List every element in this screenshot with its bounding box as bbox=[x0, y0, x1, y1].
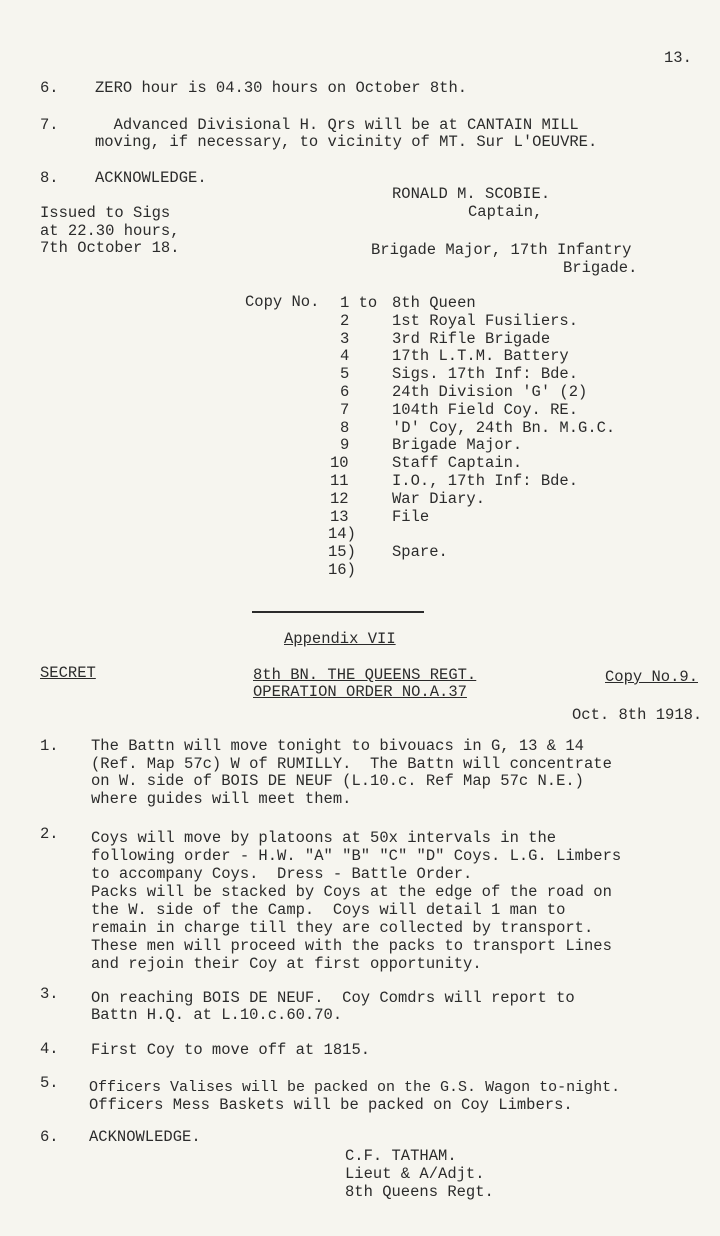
item-text: to accompany Coys. Dress - Battle Order. bbox=[91, 865, 473, 883]
copy-number: 2 bbox=[340, 311, 350, 330]
item-text: and rejoin their Coy at first opportunity. bbox=[91, 955, 482, 973]
copy-number: 16) bbox=[328, 560, 356, 579]
item-text: The Battn will move tonight to bivouacs in G, 13 & 14 bbox=[91, 737, 584, 755]
signatory-name: C.F. TATHAM. bbox=[345, 1147, 457, 1165]
page-number: 13. bbox=[664, 49, 692, 67]
copy-number: 8 bbox=[340, 418, 350, 437]
copy-number: 12 bbox=[330, 489, 349, 508]
copy-number: 13 bbox=[330, 507, 349, 526]
item-text: Battn H.Q. at L.10.c.60.70. bbox=[91, 1006, 343, 1024]
signatory-rank: Lieut & A/Adjt. bbox=[345, 1165, 485, 1183]
copy-destination: 104th Field Coy. RE. bbox=[392, 400, 579, 419]
copy-number: 10 bbox=[330, 454, 349, 473]
item-number: 4. bbox=[40, 1040, 59, 1058]
order-subtitle: OPERATION ORDER NO.A.37 bbox=[253, 683, 467, 701]
item-number: 5. bbox=[40, 1074, 59, 1092]
order-date: Oct. 8th 1918. bbox=[572, 706, 703, 724]
item-text: following order - H.W. "A" "B" "C" "D" Coys. L.G. Limbers bbox=[91, 847, 622, 865]
copy-number: 11 bbox=[330, 471, 349, 490]
copy-number: 6 bbox=[340, 382, 350, 401]
item-text: Advanced Divisional H. Qrs will be at CANTAIN MILL bbox=[95, 116, 579, 134]
item-text: the W. side of the Camp. Coys will detail 1 man to bbox=[91, 901, 566, 919]
copy-destination: 3rd Rifle Brigade bbox=[392, 329, 551, 348]
item-text: These men will proceed with the packs to transport Lines bbox=[91, 937, 612, 955]
order-title: 8th BN. THE QUEENS REGT. bbox=[253, 666, 477, 684]
copy-destination: 17th L.T.M. Battery bbox=[392, 347, 569, 366]
copy-destination: 24th Division 'G' (2) bbox=[392, 382, 588, 401]
secret-label: SECRET bbox=[40, 664, 96, 682]
item-number: 3. bbox=[40, 985, 59, 1003]
item-text: (Ref. Map 57c) W of RUMILLY. The Battn will concentrate bbox=[91, 754, 612, 773]
item-number: 8. bbox=[40, 169, 59, 187]
copy-header: Copy No. bbox=[245, 293, 320, 311]
copy-number: 9 bbox=[340, 436, 350, 455]
appendix-title: Appendix VII bbox=[284, 630, 396, 648]
copy-destination: War Diary. bbox=[392, 489, 486, 508]
item-number: 6. bbox=[40, 79, 59, 97]
item-number: 2. bbox=[40, 825, 59, 843]
issued-line: 7th October 18. bbox=[40, 239, 180, 257]
item-text: On reaching BOIS DE NEUF. Coy Comdrs will report to bbox=[91, 989, 575, 1007]
section-divider bbox=[252, 611, 424, 613]
item-text: on W. side of BOIS DE NEUF (L.10.c. Ref Map 57c N.E.) bbox=[91, 772, 584, 790]
item-text: moving, if necessary, to vicinity of MT. Sur L'OEUVRE. bbox=[95, 133, 598, 151]
copy-destination: Spare. bbox=[392, 543, 448, 562]
copy-number: 7 bbox=[340, 400, 350, 419]
copy-number: 4 bbox=[340, 347, 350, 366]
copy-destination: Staff Captain. bbox=[392, 454, 523, 473]
copy-destination: I.O., 17th Inf: Bde. bbox=[392, 471, 579, 490]
item-text: remain in charge till they are collected by transport. bbox=[91, 919, 594, 937]
copy-destination: 8th Queen bbox=[392, 294, 476, 312]
item-number: 6. bbox=[40, 1128, 59, 1146]
item-number: 1. bbox=[40, 737, 59, 755]
copy-number-label: Copy No.9. bbox=[605, 668, 699, 686]
issued-line: Issued to Sigs bbox=[40, 204, 171, 222]
item-text: Officers Mess Baskets will be packed on Coy Limbers. bbox=[89, 1096, 573, 1114]
item-number: 7. bbox=[40, 116, 59, 134]
signatory-role: Brigade Major, 17th Infantry bbox=[371, 241, 632, 259]
copy-destination: Brigade Major. bbox=[392, 436, 523, 455]
item-text: Officers Valises will be packed on the G.S. Wagon to-night. bbox=[89, 1079, 621, 1096]
item-text: ACKNOWLEDGE. bbox=[89, 1128, 201, 1146]
copy-number: 3 bbox=[340, 329, 350, 348]
item-text: ACKNOWLEDGE. bbox=[95, 169, 207, 187]
signatory-name: RONALD M. SCOBIE. bbox=[392, 185, 551, 203]
copy-destination: Sigs. 17th Inf: Bde. bbox=[392, 365, 579, 384]
item-text: First Coy to move off at 1815. bbox=[91, 1041, 371, 1059]
signatory-unit: 8th Queens Regt. bbox=[345, 1183, 494, 1201]
item-text: where guides will meet them. bbox=[91, 789, 352, 808]
copy-number: 15) bbox=[328, 543, 356, 562]
copy-destination: File bbox=[392, 507, 430, 526]
signatory-role: Brigade. bbox=[563, 259, 638, 277]
copy-number: 14) bbox=[328, 525, 356, 544]
item-text: Packs will be stacked by Coys at the edge of the road on bbox=[91, 883, 612, 901]
copy-destination: 1st Royal Fusiliers. bbox=[392, 311, 579, 330]
signatory-rank: Captain, bbox=[468, 203, 543, 221]
copy-number: 5 bbox=[340, 365, 350, 384]
copy-destination: 'D' Coy, 24th Bn. M.G.C. bbox=[392, 418, 616, 437]
copy-number: 1 to bbox=[340, 294, 378, 312]
item-text: Coys will move by platoons at 50x intervals in the bbox=[91, 829, 557, 847]
issued-line: at 22.30 hours, bbox=[40, 222, 180, 240]
item-text: ZERO hour is 04.30 hours on October 8th. bbox=[95, 79, 468, 97]
